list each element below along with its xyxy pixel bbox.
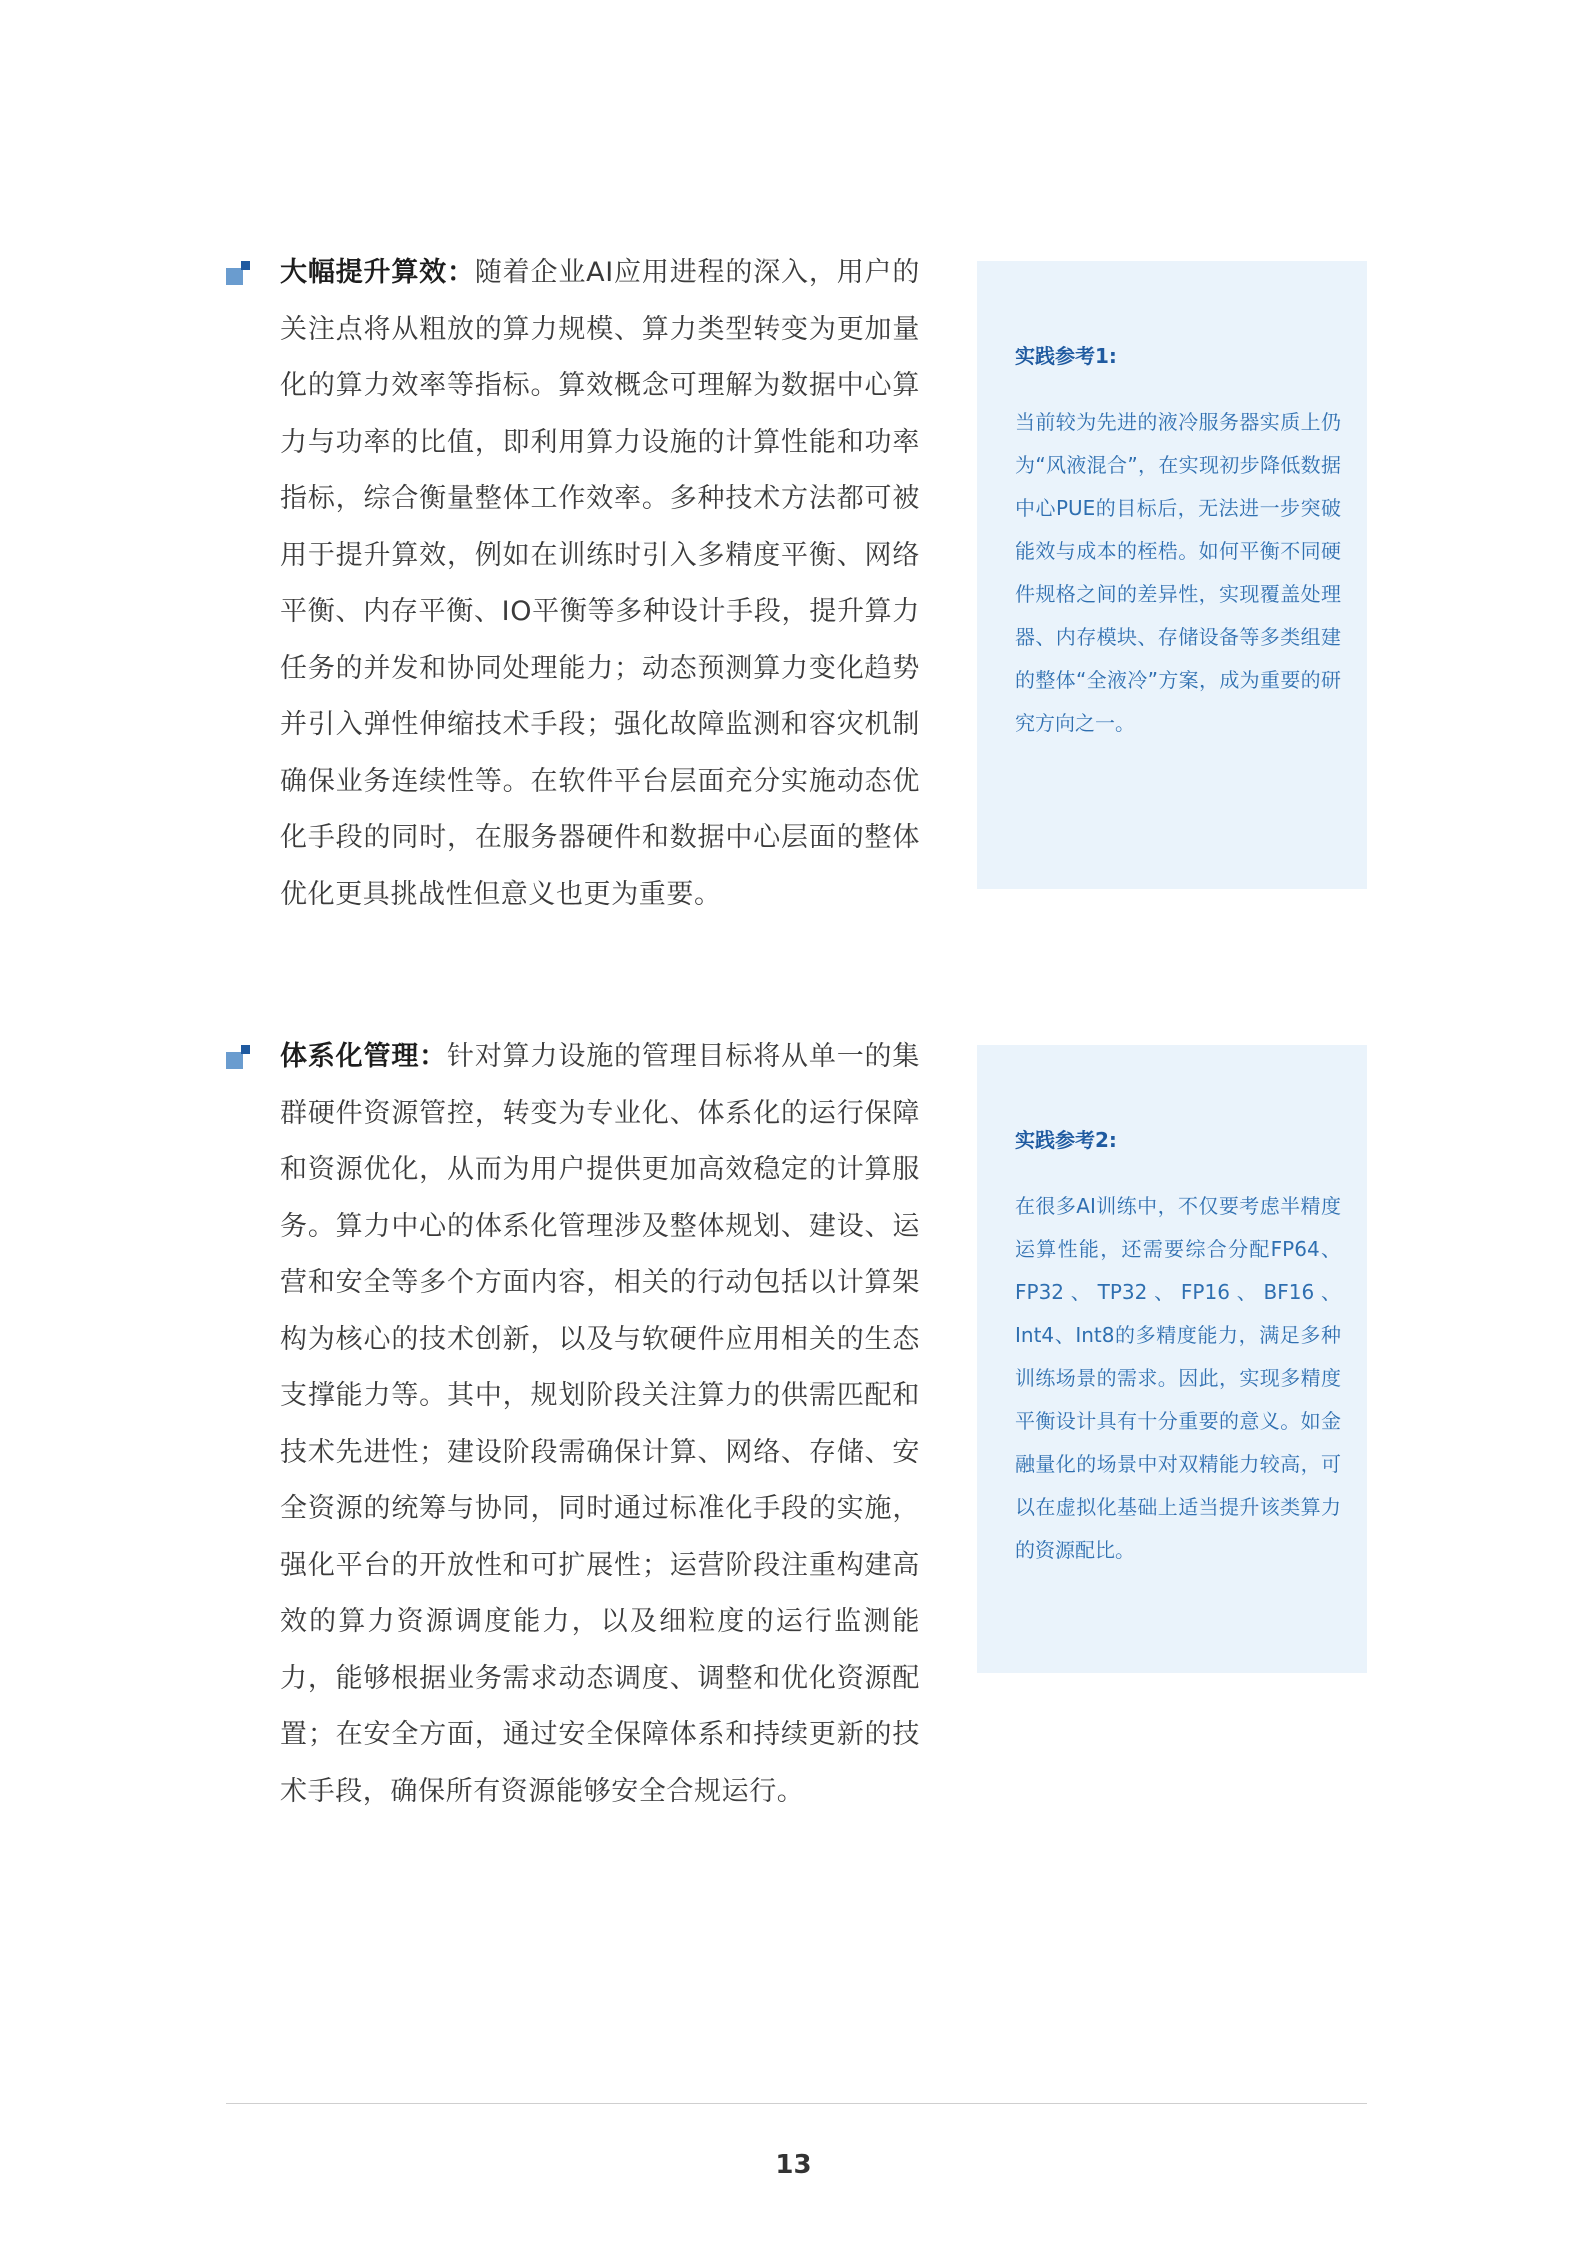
practice-reference-box-2 — [977, 1045, 1367, 1673]
footer-divider — [226, 2103, 1367, 2104]
paragraph-systematic-management — [280, 1029, 920, 1820]
practice-reference-text: 在很多AI训练中，不仅要考虑半精度运算性能，还需要综合分配FP64、FP32、TP32、FP16、BF16、Int4、Int8的多精度能力，满足多种训练场景的需求。因此，实现多精度平衡设计具有十分重要的意义。如金融量化的场景中对双精能力较高，可以在虚拟化基础上适当提升该类算力的资源配比。 — [1015, 1194, 1341, 1562]
practice-reference-title: 实践参考1: — [1015, 344, 1117, 368]
page-number: 13 — [775, 2150, 812, 2180]
paragraph-body: 针对算力设施的管理目标将从单一的集群硬件资源管控，转变为专业化、体系化的运行保障和资源优化，从而为用户提供更加高效稳定的计算服务。算力中心的体系化管理涉及整体规划、建设、运营和安全等多个方面内容，相关的行动包括以计算架构为核心的技术创新，以及与软硬件应用相关的生态支撑能力等。其中，规划阶段关注算力的供需匹配和技术先进性；建设阶段需确保计算、网络、存储、安全资源的统筹与协同，同时通过标准化手段的实施，强化平台的开放性和可扩展性；运营阶段注重构建高效的算力资源调度能力，以及细粒度的运行监测能力，能够根据业务需求动态调度、调整和优化资源配置；在安全方面，通过安全保障体系和持续更新的技术手段，确保所有资源能够安全合规运行。 — [280, 1041, 920, 1807]
paragraph-compute-efficiency — [280, 245, 920, 923]
square-bullet-icon — [226, 1045, 250, 1069]
paragraph-body: 随着企业AI应用进程的深入，用户的关注点将从粗放的算力规模、算力类型转变为更加量化的算力效率等指标。算效概念可理解为数据中心算力与功率的比值，即利用算力设施的计算性能和功率指标，综合衡量整体工作效率。多种技术方法都可被用于提升算效，例如在训练时引入多精度平衡、网络平衡、内存平衡、IO平衡等多种设计手段，提升算力任务的并发和协同处理能力；动态预测算力变化趋势并引入弹性伸缩技术手段；强化故障监测和容灾机制确保业务连续性等。在软件平台层面充分实施动态优化手段的同时，在服务器硬件和数据中心层面的整体优化更具挑战性但意义也更为重要。 — [280, 257, 920, 910]
practice-reference-title: 实践参考2: — [1015, 1128, 1117, 1152]
paragraph-lead: 体系化管理： — [280, 1041, 448, 1072]
paragraph-lead: 大幅提升算效： — [280, 257, 475, 288]
square-bullet-icon — [226, 261, 250, 285]
practice-reference-text: 当前较为先进的液冷服务器实质上仍为“风液混合”，在实现初步降低数据中心PUE的目标后，无法进一步突破能效与成本的桎梏。如何平衡不同硬件规格之间的差异性，实现覆盖处理器、内存模块、存储设备等多类组建的整体“全液冷”方案，成为重要的研究方向之一。 — [1015, 410, 1341, 735]
practice-reference-box-1 — [977, 261, 1367, 889]
